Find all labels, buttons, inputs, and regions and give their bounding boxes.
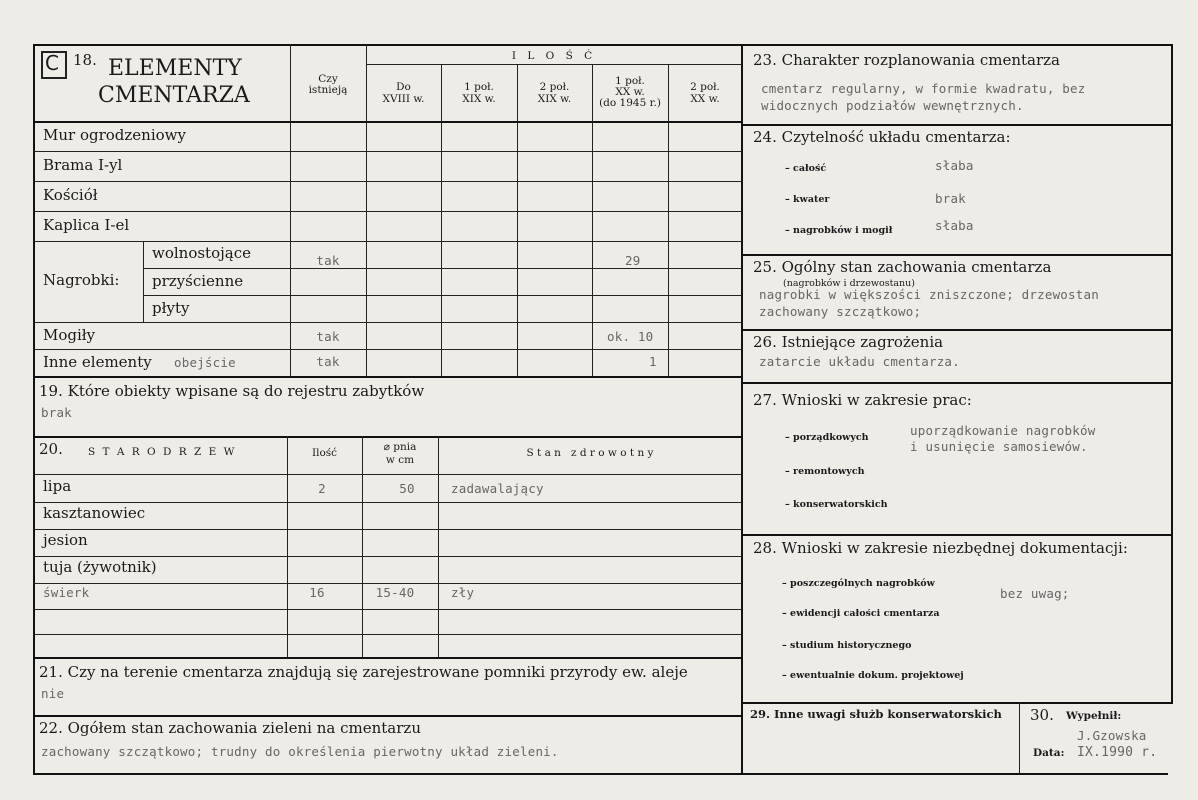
section-28-label: 28. Wnioski w zakresie niezbędnej dokumentacji: — [753, 539, 1128, 557]
period-1-l1: Do — [396, 81, 411, 93]
row-line-8 — [33, 349, 742, 350]
s20-row-line-6 — [33, 634, 742, 635]
section-30-number: 30. — [1030, 706, 1054, 724]
section-26-value: zatarcie układu cmentarza. — [759, 354, 960, 369]
s28-item-0: – poszczególnych nagrobków — [782, 578, 935, 589]
s20-col-trunk — [362, 436, 363, 657]
ilosc-underline — [366, 64, 742, 65]
inne-xx1: 1 — [649, 354, 657, 369]
row-mur: Mur ogrodzeniowy — [43, 126, 186, 144]
section-23-value-1: cmentarz regularny, w formie kwadratu, bez — [761, 81, 1086, 96]
s29-s30-divider — [1019, 702, 1020, 774]
col-line-p5 — [668, 64, 669, 377]
row-inne: Inne elementy — [43, 353, 152, 371]
section-19-bottom — [33, 436, 742, 438]
date-label: Data: — [1033, 747, 1065, 759]
period-5-l2: XX w. — [690, 93, 720, 105]
mogily-xx1: ok. 10 — [607, 329, 654, 344]
tree-row-2-name: jesion — [43, 531, 88, 549]
s24-item-2-label: – nagrobków i mogił — [785, 225, 893, 236]
tree-row-3-name: tuja (żywotnik) — [43, 558, 157, 576]
row-przyscienne: przyścienne — [152, 272, 244, 290]
section-20-label: S T A R O D R Z E W — [88, 446, 237, 458]
header-bottom — [33, 121, 742, 123]
section-29-label: 29. Inne uwagi służb konserwatorskich — [750, 707, 1002, 721]
row-line-1 — [33, 151, 742, 152]
frame-mid — [741, 44, 743, 775]
section-28-bottom — [741, 702, 1171, 704]
col-exists-label-2: istnieją — [308, 84, 348, 96]
row-mogily: Mogiły — [43, 326, 96, 344]
section-27-bottom — [741, 534, 1171, 536]
row-plyty: płyty — [152, 299, 190, 317]
s24-item-0-value: słaba — [935, 158, 974, 173]
s20-col-health — [438, 436, 439, 657]
col-line-p3 — [517, 64, 518, 377]
section-25-sub: (nagrobków i drzewostanu) — [783, 278, 915, 289]
section-26-bottom — [741, 382, 1171, 384]
period-2-l2: XIX w. — [462, 93, 496, 105]
row-line-6 — [143, 295, 742, 296]
section-18-title-line2: CMENTARZA — [98, 83, 250, 108]
tree-row-4-qty: 16 — [309, 585, 325, 600]
tree-row-4-trunk: 15-40 — [375, 585, 415, 600]
section-20-bottom — [33, 657, 742, 659]
col-trunk-2: w cm — [385, 454, 415, 466]
s28-item-3: – ewentualnie dokum. projektowej — [782, 670, 964, 681]
tree-row-4-name: świerk — [43, 585, 90, 600]
section-28-value: bez uwag; — [1000, 586, 1070, 601]
tree-row-0-qty: 2 — [318, 481, 326, 496]
section-26-label: 26. Istniejące zagrożenia — [753, 333, 944, 351]
section-25-value-1: nagrobki w większości zniszczone; drzewostan — [759, 287, 1099, 302]
section-23-bottom — [741, 124, 1171, 126]
section-20-number: 20. — [39, 440, 63, 458]
tree-row-1-name: kasztanowiec — [43, 504, 146, 522]
row-brama: Brama I-yl — [43, 156, 123, 174]
period-4-l3: (do 1945 r.) — [599, 97, 661, 109]
col-qty: Ilość — [311, 447, 338, 459]
wolno-xx1: 29 — [625, 253, 641, 268]
section-24-label: 24. Czytelność układu cmentarza: — [753, 128, 1011, 146]
section-25-value-2: zachowany szczątkowo; — [759, 304, 922, 319]
section-21-bottom — [33, 715, 742, 717]
date-value: IX.1990 r. — [1077, 745, 1158, 760]
period-5-l1: 2 poł. — [690, 81, 720, 93]
section-23-value-2: widocznych podziałów wewnętrznych. — [761, 98, 1024, 113]
section-21-value: nie — [41, 686, 65, 701]
row-line-3 — [33, 211, 742, 212]
tree-row-0-health: zadawalający — [451, 481, 544, 496]
col-line-p4 — [592, 64, 593, 377]
period-2-l1: 1 poł. — [464, 81, 494, 93]
period-4-l2: XX w. — [615, 86, 645, 98]
section-27-label: 27. Wnioski w zakresie prac: — [753, 391, 972, 409]
frame-top — [33, 44, 1173, 46]
section-27-value-1: uporządkowanie nagrobków — [910, 423, 1096, 438]
ilosc-header: I L O Ś Ć — [511, 50, 597, 62]
section-18-number: 18. — [73, 51, 97, 69]
mogily-exists: tak — [316, 329, 340, 344]
col-health: S t a n z d r o w o t n y — [526, 447, 654, 459]
tree-row-0-name: lipa — [43, 477, 72, 495]
row-wolnostojace: wolnostojące — [152, 244, 251, 262]
section-27-value-2: i usunięcie samosiewów. — [910, 439, 1088, 454]
inne-exists: tak — [316, 354, 340, 369]
s20-row-line-5 — [33, 609, 742, 610]
form-code: C — [45, 51, 59, 75]
section-18-title-line1: ELEMENTY — [108, 56, 242, 81]
frame-bottom — [33, 773, 1168, 775]
row-line-4 — [33, 241, 742, 242]
col-exists-label-1: Czy — [318, 73, 338, 85]
section-25-bottom — [741, 329, 1171, 331]
period-4-l1: 1 poł. — [615, 75, 645, 87]
col-line-p2 — [441, 64, 442, 377]
row-kaplica: Kaplica I-el — [43, 216, 130, 234]
wolno-exists: tak — [316, 253, 340, 268]
section-24-bottom — [741, 254, 1171, 256]
s24-item-0-label: – całość — [785, 163, 827, 174]
s24-item-1-label: – kwater — [785, 194, 830, 205]
frame-left — [33, 44, 35, 775]
section-23-label: 23. Charakter rozplanowania cmentarza — [753, 51, 1060, 69]
s24-item-1-value: brak — [935, 191, 966, 206]
tree-row-4-health: zły — [451, 585, 475, 600]
tree-row-0-trunk: 50 — [399, 481, 415, 496]
s20-header-line — [33, 474, 742, 475]
row-line-7 — [33, 322, 742, 323]
row-kosciol: Kościół — [43, 186, 98, 204]
s20-col-qty — [287, 436, 288, 657]
frame-right — [1171, 44, 1173, 704]
filled-by-name: J.Gzowska — [1077, 728, 1147, 743]
section-22-value: zachowany szczątkowo; trudny do określenia pierwotny układ zieleni. — [41, 744, 559, 759]
section-22-label: 22. Ogółem stan zachowania zieleni na cmentarzu — [39, 719, 421, 737]
s20-row-line-2 — [33, 529, 742, 530]
section-19-label: 19. Które obiekty wpisane są do rejestru zabytków — [39, 382, 425, 400]
section-25-label: 25. Ogólny stan zachowania cmentarza — [753, 258, 1052, 276]
section-18-bottom — [33, 376, 742, 378]
s27-item-2: – konserwatorskich — [785, 499, 888, 510]
period-3-l1: 2 poł. — [539, 81, 570, 93]
s24-item-2-value: słaba — [935, 218, 974, 233]
section-19-value: brak — [41, 405, 72, 420]
s28-item-2: – studium historycznego — [782, 640, 912, 651]
section-30-label: Wypełnił: — [1066, 710, 1122, 722]
period-1-l2: XVIII w. — [382, 93, 425, 105]
period-3-l2: XIX w. — [537, 93, 572, 105]
row-line-2 — [33, 181, 742, 182]
col-trunk-1: ⌀ pnia — [383, 441, 417, 453]
s20-row-line-4 — [33, 583, 742, 584]
inne-typed: obejście — [174, 355, 236, 370]
section-21-label: 21. Czy na terenie cmentarza znajdują się zarejestrowane pomniki przyrody ew. aleje — [39, 663, 688, 681]
nagrobki-divider — [143, 241, 144, 322]
s28-item-1: – ewidencji całości cmentarza — [782, 608, 940, 619]
row-nagrobki: Nagrobki: — [43, 271, 120, 289]
s27-item-0: – porządkowych — [785, 432, 869, 443]
s27-item-1: – remontowych — [785, 466, 865, 477]
s20-row-line-1 — [33, 502, 742, 503]
row-line-5 — [143, 268, 742, 269]
s20-row-line-3 — [33, 556, 742, 557]
